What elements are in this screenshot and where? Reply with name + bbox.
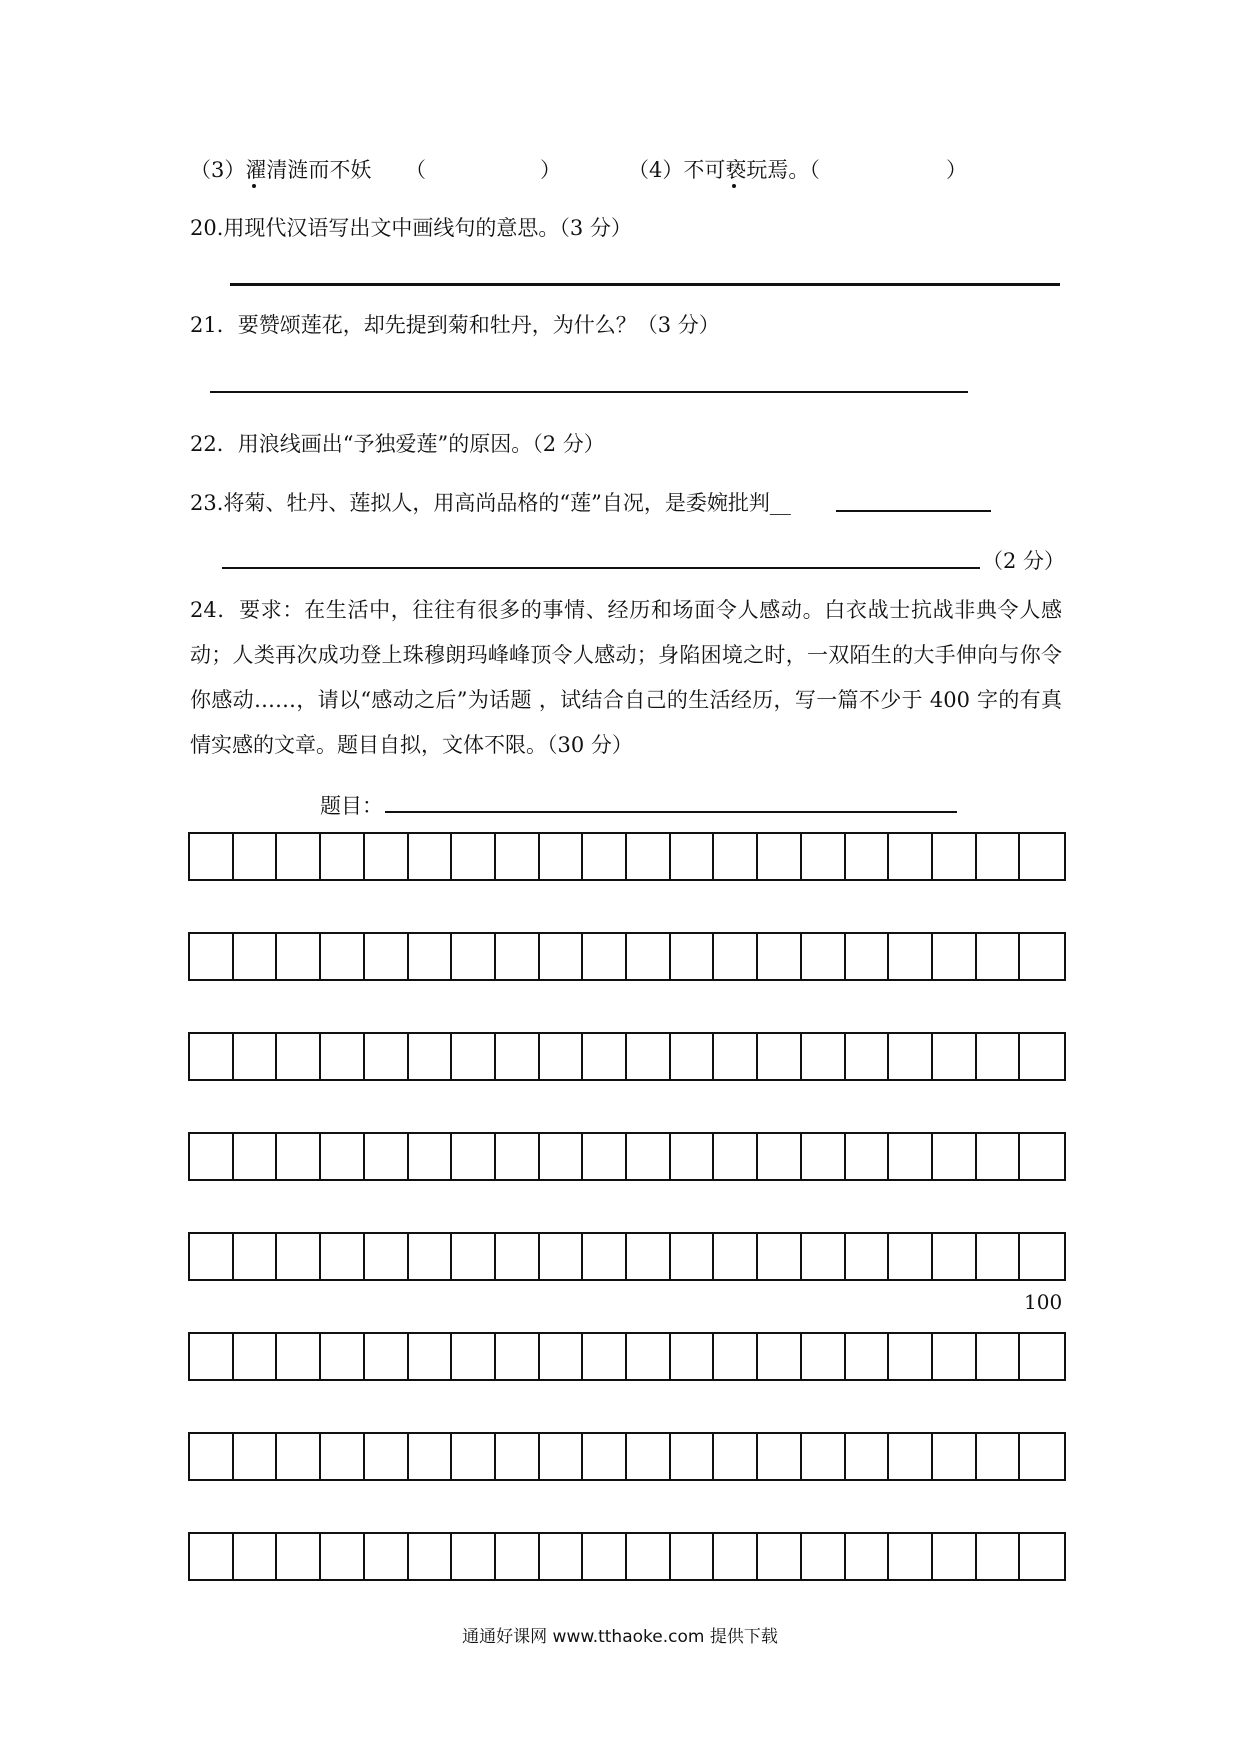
essay-grid-cell[interactable]	[277, 1034, 321, 1079]
essay-grid-cell[interactable]	[365, 1434, 409, 1479]
essay-grid-row[interactable]	[188, 832, 1066, 881]
essay-grid-cell[interactable]	[714, 1134, 758, 1179]
q23-score: （2 分）	[982, 549, 1066, 573]
essay-grid-cell[interactable]	[583, 1534, 627, 1579]
essay-grid-cell[interactable]	[714, 1234, 758, 1279]
essay-grid-cell[interactable]	[365, 1034, 409, 1079]
essay-grid-cell[interactable]	[758, 834, 802, 879]
essay-grid-cell[interactable]	[321, 1434, 365, 1479]
essay-grid-cell[interactable]	[452, 834, 496, 879]
essay-grid-cell[interactable]	[846, 1334, 890, 1379]
essay-grid-cell[interactable]	[627, 1034, 671, 1079]
essay-grid-cell[interactable]	[758, 1034, 802, 1079]
essay-grid-cell[interactable]	[1020, 1534, 1064, 1579]
essay-grid-cell[interactable]	[190, 1234, 234, 1279]
essay-grid-cell[interactable]	[627, 1534, 671, 1579]
essay-grid-cell[interactable]	[671, 1134, 715, 1179]
essay-grid-cell[interactable]	[627, 1234, 671, 1279]
essay-grid-cell[interactable]	[933, 1534, 977, 1579]
q20-prompt: 20.用现代汉语写出文中画线句的意思。（3 分）	[190, 216, 632, 240]
essay-grid-cell[interactable]	[540, 1034, 584, 1079]
essay-grid-cell[interactable]	[627, 834, 671, 879]
essay-grid-cell[interactable]	[496, 934, 540, 979]
essay-grid-cell[interactable]	[1020, 934, 1064, 979]
essay-grid-cell[interactable]	[802, 1334, 846, 1379]
essay-grid-row[interactable]	[188, 1332, 1066, 1381]
essay-grid-cell[interactable]	[758, 1434, 802, 1479]
essay-grid-cell[interactable]	[671, 1334, 715, 1379]
essay-grid-cell[interactable]	[452, 1434, 496, 1479]
q23-answer-line-2[interactable]	[222, 567, 980, 569]
essay-grid-cell[interactable]	[583, 834, 627, 879]
essay-grid-cell[interactable]	[540, 1134, 584, 1179]
essay-grid-cell[interactable]	[714, 1434, 758, 1479]
essay-grid-cell[interactable]	[365, 1234, 409, 1279]
essay-grid-cell[interactable]	[977, 1334, 1021, 1379]
essay-grid-cell[interactable]	[889, 1434, 933, 1479]
essay-grid-cell[interactable]	[583, 1434, 627, 1479]
essay-grid-cell[interactable]	[671, 1434, 715, 1479]
essay-grid-cell[interactable]	[409, 1234, 453, 1279]
essay-grid-cell[interactable]	[496, 1134, 540, 1179]
essay-grid-cell[interactable]	[365, 1534, 409, 1579]
essay-grid-cell[interactable]	[714, 934, 758, 979]
essay-grid-cell[interactable]	[190, 1534, 234, 1579]
q19-item-3-paren-open: （	[405, 158, 426, 182]
essay-title-line[interactable]	[385, 811, 957, 813]
essay-grid-cell[interactable]	[277, 1434, 321, 1479]
essay-grid-cell[interactable]	[234, 1534, 278, 1579]
essay-grid-cell[interactable]	[452, 1534, 496, 1579]
essay-grid-cell[interactable]	[365, 934, 409, 979]
essay-grid-cell[interactable]	[540, 1234, 584, 1279]
essay-grid-cell[interactable]	[496, 1234, 540, 1279]
essay-grid-cell[interactable]	[277, 834, 321, 879]
essay-grid-cell[interactable]	[452, 934, 496, 979]
essay-grid-cell[interactable]	[496, 1534, 540, 1579]
essay-grid-cell[interactable]	[496, 1334, 540, 1379]
essay-grid-cell[interactable]	[1020, 1334, 1064, 1379]
essay-grid-cell[interactable]	[671, 1034, 715, 1079]
essay-grid-cell[interactable]	[627, 1434, 671, 1479]
essay-grid-cell[interactable]	[452, 1034, 496, 1079]
essay-grid-cell[interactable]	[540, 1434, 584, 1479]
essay-grid-cell[interactable]	[190, 1434, 234, 1479]
essay-grid-cell[interactable]	[496, 834, 540, 879]
essay-grid-row[interactable]	[188, 1132, 1066, 1181]
essay-grid-cell[interactable]	[933, 1134, 977, 1179]
essay-grid-cell[interactable]	[846, 834, 890, 879]
essay-grid-cell[interactable]	[583, 1034, 627, 1079]
essay-grid-cell[interactable]	[933, 834, 977, 879]
essay-grid-row[interactable]	[188, 1532, 1066, 1581]
essay-grid-cell[interactable]	[758, 1534, 802, 1579]
essay-grid-row[interactable]	[188, 1032, 1066, 1081]
essay-grid-cell[interactable]	[277, 1334, 321, 1379]
essay-grid-cell[interactable]	[321, 1034, 365, 1079]
essay-grid-cell[interactable]	[190, 1034, 234, 1079]
essay-grid-cell[interactable]	[277, 1134, 321, 1179]
essay-grid-cell[interactable]	[496, 1434, 540, 1479]
essay-grid-cell[interactable]	[1020, 1434, 1064, 1479]
essay-grid-cell[interactable]	[846, 1534, 890, 1579]
essay-grid-cell[interactable]	[802, 1034, 846, 1079]
essay-grid-cell[interactable]	[933, 934, 977, 979]
essay-grid-cell[interactable]	[190, 934, 234, 979]
essay-grid-cell[interactable]	[627, 1134, 671, 1179]
essay-grid-cell[interactable]	[452, 1234, 496, 1279]
essay-grid-cell[interactable]	[889, 1134, 933, 1179]
essay-grid-cell[interactable]	[409, 1434, 453, 1479]
q23-answer-line-1[interactable]	[836, 510, 991, 512]
essay-grid-cell[interactable]	[365, 1134, 409, 1179]
page-footer: 通通好课网 www.tthaoke.com 提供下载	[462, 1627, 778, 1647]
essay-grid-cell[interactable]	[190, 834, 234, 879]
q19-item-4-text: （4）不可亵玩焉。（	[628, 158, 820, 182]
essay-grid-cell[interactable]	[714, 1034, 758, 1079]
essay-grid-cell[interactable]	[671, 934, 715, 979]
essay-grid-cell[interactable]	[627, 1334, 671, 1379]
essay-grid-cell[interactable]	[977, 1434, 1021, 1479]
essay-grid-cell[interactable]	[758, 1134, 802, 1179]
essay-grid-cell[interactable]	[321, 1534, 365, 1579]
essay-grid-cell[interactable]	[889, 1034, 933, 1079]
essay-grid-cell[interactable]	[627, 934, 671, 979]
essay-grid-cell[interactable]	[234, 1234, 278, 1279]
essay-grid-cell[interactable]	[452, 1134, 496, 1179]
essay-grid-cell[interactable]	[1020, 1134, 1064, 1179]
essay-grid-cell[interactable]	[409, 1334, 453, 1379]
essay-grid-cell[interactable]	[409, 934, 453, 979]
essay-grid-cell[interactable]	[409, 1534, 453, 1579]
essay-grid-cell[interactable]	[671, 1234, 715, 1279]
essay-grid-cell[interactable]	[496, 1034, 540, 1079]
essay-grid-cell[interactable]	[277, 934, 321, 979]
essay-grid-cell[interactable]	[234, 1134, 278, 1179]
essay-grid-cell[interactable]	[277, 1234, 321, 1279]
emphasis-dot	[252, 184, 256, 188]
essay-grid-cell[interactable]	[321, 934, 365, 979]
essay-grid-cell[interactable]	[977, 1134, 1021, 1179]
essay-grid-cell[interactable]	[234, 834, 278, 879]
q21-answer-line[interactable]	[210, 391, 968, 393]
essay-grid-cell[interactable]	[846, 934, 890, 979]
essay-grid-cell[interactable]	[977, 1034, 1021, 1079]
essay-grid-cell[interactable]	[802, 1134, 846, 1179]
essay-grid-cell[interactable]	[802, 1234, 846, 1279]
essay-grid-cell[interactable]	[889, 1234, 933, 1279]
q19-item-3-text: （3）濯清涟而不妖	[190, 158, 372, 182]
essay-grid-cell[interactable]	[583, 1134, 627, 1179]
essay-grid-cell[interactable]	[758, 934, 802, 979]
essay-grid-cell[interactable]	[234, 1034, 278, 1079]
essay-grid-cell[interactable]	[889, 1534, 933, 1579]
essay-grid-cell[interactable]	[234, 934, 278, 979]
q20-answer-line[interactable]	[230, 283, 1060, 286]
essay-grid-cell[interactable]	[583, 934, 627, 979]
essay-grid-cell[interactable]	[540, 834, 584, 879]
essay-grid-cell[interactable]	[977, 1234, 1021, 1279]
essay-grid-cell[interactable]	[190, 1134, 234, 1179]
essay-grid-cell[interactable]	[977, 1534, 1021, 1579]
q22-prompt: 22．用浪线画出“予独爱莲”的原因。（2 分）	[190, 432, 605, 456]
essay-grid-cell[interactable]	[933, 1234, 977, 1279]
essay-grid-cell[interactable]	[802, 1434, 846, 1479]
q24-prompt: 24．要求：在生活中，往往有很多的事情、经历和场面令人感动。白衣战士抗战非典令人感动；人类再次成功登上珠穆朗玛峰峰顶令人感动；身陷困境之时，一双陌生的大手伸向与你令你感动……，请以“感动之后”为话题 ，试结合自己的生活经历，写一篇不少于 400 字的有真情实感的文章。题目自拟，文体不限。（30 分）	[190, 598, 1062, 757]
essay-grid-cell[interactable]	[933, 1434, 977, 1479]
essay-grid-cell[interactable]	[671, 834, 715, 879]
essay-grid-cell[interactable]	[365, 834, 409, 879]
essay-grid-cell[interactable]	[234, 1334, 278, 1379]
essay-grid-row[interactable]	[188, 1432, 1066, 1481]
essay-grid-cell[interactable]	[846, 1134, 890, 1179]
essay-grid-cell[interactable]	[846, 1234, 890, 1279]
essay-title-label: 题目：	[320, 794, 383, 818]
essay-grid-cell[interactable]	[452, 1334, 496, 1379]
essay-grid-cell[interactable]	[802, 934, 846, 979]
essay-grid-cell[interactable]	[1020, 1034, 1064, 1079]
essay-grid-cell[interactable]	[190, 1334, 234, 1379]
emphasis-dot	[732, 184, 736, 188]
essay-grid-cell[interactable]	[234, 1434, 278, 1479]
essay-grid-cell[interactable]	[714, 1334, 758, 1379]
q19-item-3-paren-close: ）	[540, 158, 561, 182]
essay-grid-cell[interactable]	[802, 1534, 846, 1579]
essay-grid-cell[interactable]	[846, 1434, 890, 1479]
essay-grid-cell[interactable]	[977, 834, 1021, 879]
essay-grid-cell[interactable]	[409, 1034, 453, 1079]
essay-grid-cell[interactable]	[889, 1334, 933, 1379]
essay-grid-cell[interactable]	[583, 1334, 627, 1379]
essay-grid-cell[interactable]	[540, 1534, 584, 1579]
essay-grid-cell[interactable]	[714, 1534, 758, 1579]
q19-item-4-paren-close: ）	[946, 158, 967, 182]
essay-grid-cell[interactable]	[846, 1034, 890, 1079]
essay-grid-cell[interactable]	[889, 834, 933, 879]
essay-grid-cell[interactable]	[540, 934, 584, 979]
essay-grid-cell[interactable]	[409, 1134, 453, 1179]
essay-grid-cell[interactable]	[714, 834, 758, 879]
essay-grid-cell[interactable]	[933, 1034, 977, 1079]
essay-grid-cell[interactable]	[758, 1234, 802, 1279]
q21-prompt: 21．要赞颂莲花，却先提到菊和牡丹，为什么？（3 分）	[190, 313, 720, 337]
essay-grid-cell[interactable]	[671, 1534, 715, 1579]
essay-grid-row[interactable]	[188, 932, 1066, 981]
essay-grid-cell[interactable]	[583, 1234, 627, 1279]
essay-grid-cell[interactable]	[321, 1334, 365, 1379]
essay-grid-cell[interactable]	[321, 1134, 365, 1179]
essay-grid-cell[interactable]	[321, 1234, 365, 1279]
essay-grid-cell[interactable]	[1020, 1234, 1064, 1279]
essay-grid-cell[interactable]	[1020, 834, 1064, 879]
essay-grid-cell[interactable]	[802, 834, 846, 879]
essay-grid-cell[interactable]	[977, 934, 1021, 979]
q23-prompt: 23.将菊、牡丹、莲拟人，用高尚品格的“莲”自况，是委婉批判__	[190, 491, 791, 515]
essay-grid-cell[interactable]	[933, 1334, 977, 1379]
essay-grid-cell[interactable]	[758, 1334, 802, 1379]
essay-grid-row[interactable]	[188, 1232, 1066, 1281]
essay-grid-cell[interactable]	[889, 934, 933, 979]
essay-grid-cell[interactable]	[409, 834, 453, 879]
essay-grid-cell[interactable]	[321, 834, 365, 879]
word-count-marker: 100	[1024, 1290, 1063, 1314]
essay-grid-cell[interactable]	[277, 1534, 321, 1579]
essay-grid-cell[interactable]	[540, 1334, 584, 1379]
essay-grid-cell[interactable]	[365, 1334, 409, 1379]
